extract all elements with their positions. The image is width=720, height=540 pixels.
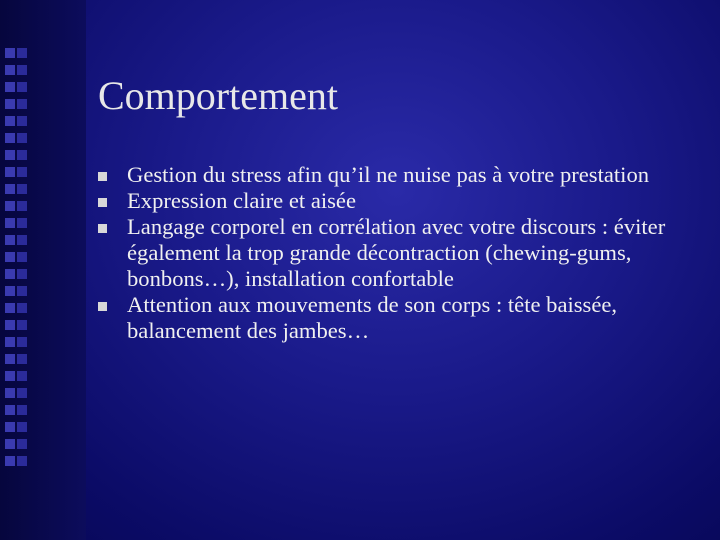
square-bullet-icon <box>98 198 107 207</box>
square-bullet-icon <box>98 172 107 181</box>
bullet-text: Gestion du stress afin qu’il ne nuise pas à votre prestation <box>127 162 650 187</box>
bullet-text: Attention aux mouvements de son corps : tête baissée, balancement des jambes… <box>127 292 618 343</box>
bullet-item <box>96 188 686 214</box>
decorative-squares <box>5 48 23 488</box>
decorative-left-band <box>0 0 86 540</box>
bullet-list <box>96 162 686 344</box>
square-bullet-icon <box>98 302 107 311</box>
bullet-item <box>96 292 686 344</box>
square-bullet-icon <box>98 224 107 233</box>
bullet-text: Expression claire et aisée <box>127 188 356 213</box>
bullet-item <box>96 214 686 292</box>
slide-title: Comportement <box>98 73 338 118</box>
bullet-text: Langage corporel en corrélation avec votre discours : éviter également la trop grande décontraction (chewing-gums, bonbons…), installation confortable <box>127 214 666 291</box>
bullet-item <box>96 162 686 188</box>
